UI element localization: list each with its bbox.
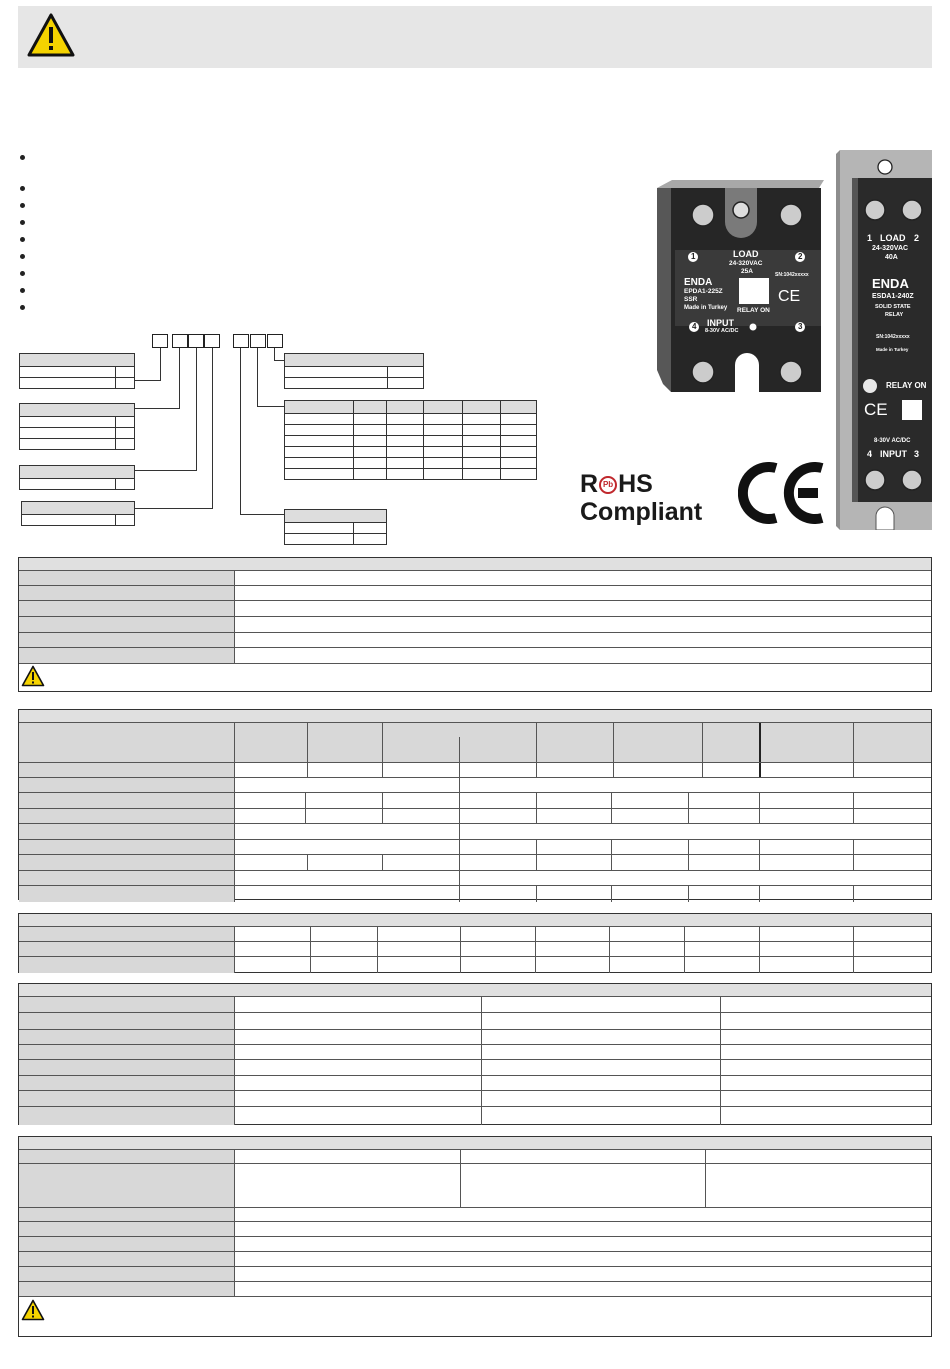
- code-table: [19, 403, 135, 450]
- lead-free-icon: Pb: [599, 476, 617, 494]
- section-header: [19, 914, 931, 927]
- warning-icon: [21, 665, 45, 687]
- spec-table-2: [18, 709, 932, 900]
- section-header: [19, 558, 931, 571]
- esda-relay-image: 1 LOAD 2 24-320VAC 40A ENDA ESDA1-240Z SOLID STATE RELAY SN:1042xxxxx Made in Turkey RELAY ON CE 8-30V AC/DC 4 INPUT 3: [836, 150, 932, 530]
- spec-table-3: [18, 913, 932, 973]
- bullet: [20, 186, 25, 191]
- warning-icon: [21, 1299, 45, 1321]
- code-table: [284, 509, 387, 545]
- code-table: [19, 353, 135, 389]
- epda-relay-image: 1 LOAD 2 24-320VAC 25A SN:1042xxxxx ENDA EPDA1-225Z SSR Made in Turkey CE RELAY ON 4 INPUT 3 8-30V AC/DC: [657, 180, 824, 392]
- section-header: [19, 710, 931, 723]
- bullet: [20, 288, 25, 293]
- warning-banner: [18, 6, 932, 68]
- code-table: [19, 465, 135, 490]
- code-box: [188, 334, 204, 348]
- current-code-table: [284, 400, 537, 480]
- bullet: [20, 305, 25, 310]
- code-box: [267, 334, 283, 348]
- code-box: [233, 334, 249, 348]
- bullet: [20, 254, 25, 259]
- bullet: [20, 203, 25, 208]
- ce-mark-icon: [738, 462, 828, 524]
- code-table: [284, 353, 424, 389]
- code-box: [204, 334, 220, 348]
- bullet: [20, 220, 25, 225]
- ce-mark-icon: CE: [864, 400, 888, 419]
- bullet: [20, 237, 25, 242]
- code-box: [250, 334, 266, 348]
- bullet: [20, 155, 25, 160]
- section-header: [19, 984, 931, 997]
- code-box: [172, 334, 188, 348]
- warning-icon: [26, 12, 76, 58]
- spec-table-5: [18, 1136, 932, 1337]
- spec-table-4: [18, 983, 932, 1125]
- ce-mark-icon: CE: [778, 288, 801, 305]
- section-header: [19, 1137, 931, 1150]
- bullet: [20, 271, 25, 276]
- spec-table-1: [18, 557, 932, 692]
- rohs-badge: R Pb HS Compliant: [580, 470, 703, 526]
- code-table: [21, 501, 135, 526]
- code-box: [152, 334, 168, 348]
